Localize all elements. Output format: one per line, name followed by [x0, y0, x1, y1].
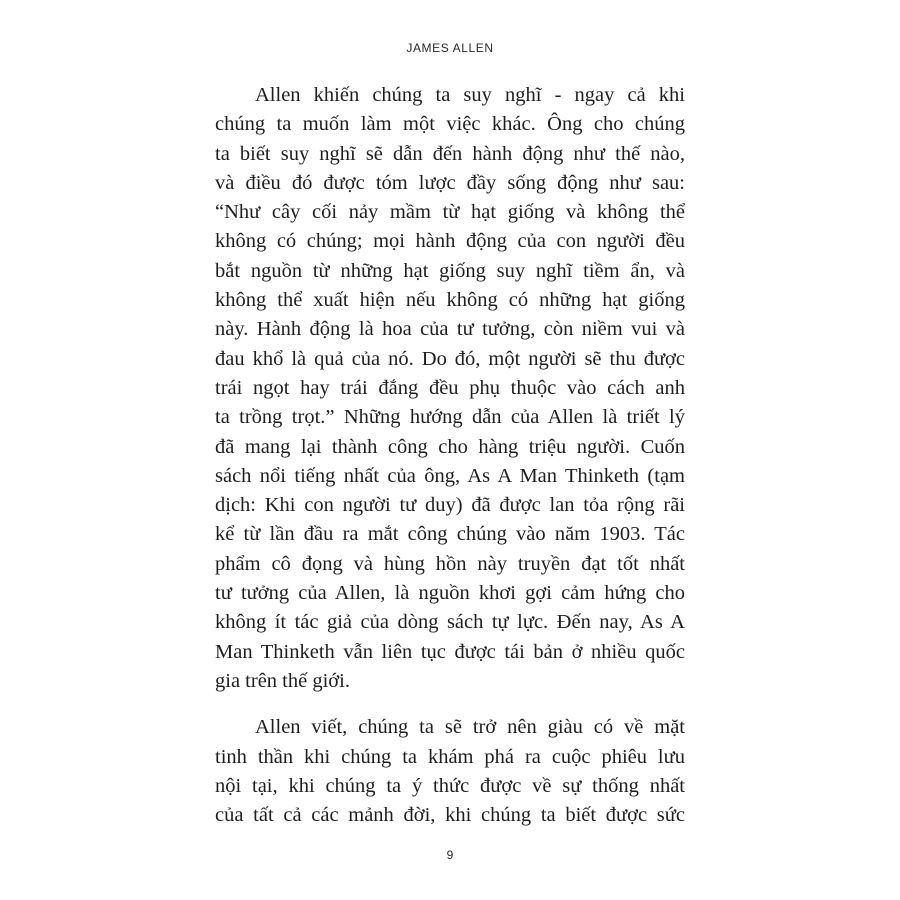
- text-line: “Như cây cối nảy mầm từ hạt giống và không thể: [215, 201, 685, 224]
- text-line: của tất cả các mảnh đời, khi chúng ta biết được sức: [215, 804, 685, 827]
- text-line: không có chúng; mọi hành động của con người đều: [215, 230, 685, 253]
- text-line: bắt nguồn từ những hạt giống suy nghĩ tiềm ẩn, và: [215, 259, 685, 282]
- page-number: 9: [446, 848, 454, 862]
- text-line: tinh thần khi chúng ta khám phá ra cuộc phiêu lưu: [215, 745, 685, 768]
- text-line: đã mang lại thành công cho hàng triệu người. Cuốn: [215, 435, 685, 458]
- text-line: nội tại, khi chúng ta ý thức được về sự thống nhất: [215, 774, 685, 797]
- paragraph-2: [215, 713, 685, 830]
- text-line: phẩm cô đọng và hùng hồn này truyền đạt tốt nhất: [215, 552, 685, 575]
- text-line: này. Hành động là hoa của tư tưởng, còn niềm vui và: [215, 318, 685, 341]
- text-line: sách nổi tiếng nhất của ông, As A Man Thinketh (tạm: [215, 464, 685, 487]
- text-line: Man Thinketh vẫn liên tục được tái bản ở nhiều quốc: [215, 640, 685, 663]
- text-line: ta trồng trọt.” Những hướng dẫn của Allen là triết lý: [215, 406, 685, 429]
- paragraph-1: [215, 81, 685, 696]
- text-line: không thể xuất hiện nếu không có những hạt giống: [215, 289, 685, 312]
- text-line: và điều đó được tóm lược đầy sống động như sau:: [215, 171, 685, 194]
- text-line: ta biết suy nghĩ sẽ dẫn đến hành động như thế nào,: [215, 142, 685, 165]
- text-line: đau khổ là quả của nó. Do đó, một người sẽ thu được: [215, 347, 685, 370]
- paragraph-gap: [215, 696, 685, 713]
- text-line: trái ngọt hay trái đắng đều phụ thuộc vào cách anh: [215, 376, 685, 399]
- body-text: [215, 81, 685, 830]
- text-line: chúng ta muốn làm một việc khác. Ông cho chúng: [215, 113, 685, 136]
- text-line: kể từ lần đầu ra mắt công chúng vào năm 1903. Tác: [215, 523, 685, 546]
- text-line: gia trên thế giới.: [215, 669, 350, 692]
- text-line: dịch: Khi con người tư duy) đã được lan tỏa rộng rãi: [215, 494, 685, 517]
- text-line: Allen khiến chúng ta suy nghĩ - ngay cả khi: [255, 84, 685, 106]
- text-line: Allen viết, chúng ta sẽ trở nên giàu có về mặt: [255, 716, 685, 739]
- running-header: JAMES ALLEN: [406, 41, 494, 55]
- text-line: tư tưởng của Allen, là nguồn khơi gợi cảm hứng cho: [215, 582, 685, 605]
- text-line: không ít tác giả của dòng sách tự lực. Đến nay, As A: [215, 611, 685, 634]
